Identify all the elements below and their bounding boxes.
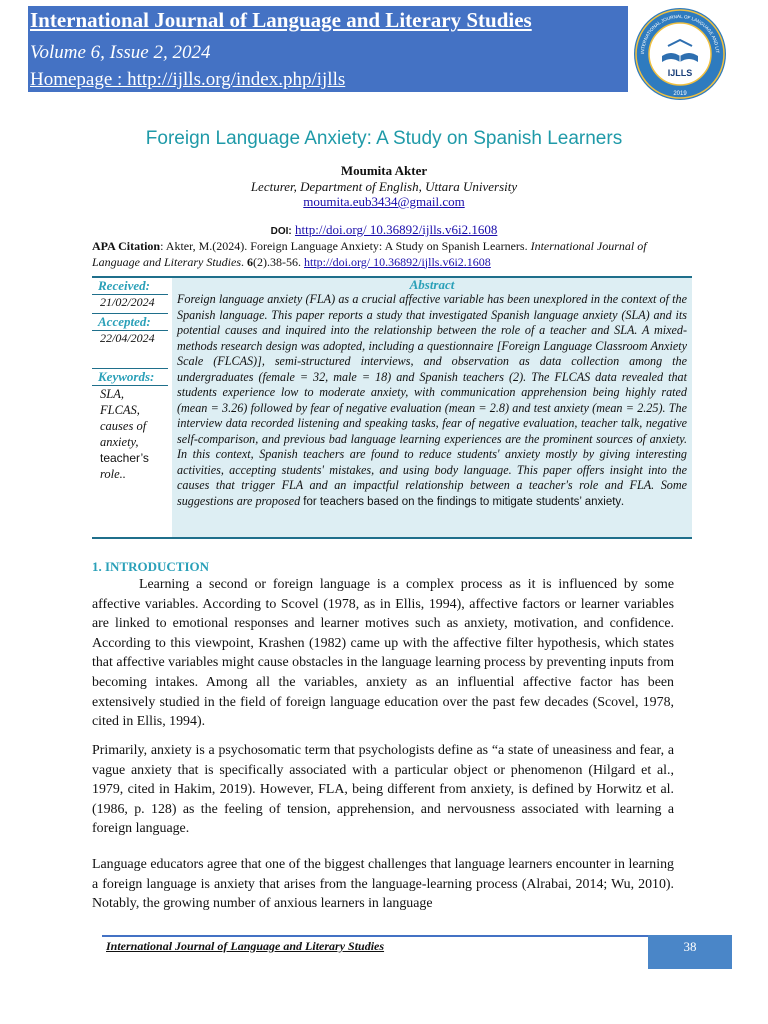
keywords-label: Keywords: <box>92 368 168 386</box>
author-email-link[interactable]: moumita.eub3434@gmail.com <box>303 194 465 209</box>
accepted-label: Accepted: <box>92 313 168 331</box>
keyword-item: role.. <box>100 467 126 481</box>
body-paragraph: Learning a second or foreign language is a complex process as it is influenced by some affective variables. According to Scovel (1978, as in Ellis, 1994), affective factors or learner variables are linked to emotional responses and learner motives such as anxiety, motivation, and confidence. According to this viewpoint, Krashen (1982) came up with the affective filter hypothesis, which states that affective variables might cause obstacles in the language learning process by preventing inputs from becoming intakes. Among all the variables, anxiety as an influential affective factor has been extensively studied in the field of foreign language education over the past few decades (Scovel, 1978, cited in Ellis, 1994). <box>92 577 674 730</box>
journal-header-banner <box>28 6 628 92</box>
abstract-box <box>172 278 692 537</box>
homepage-link[interactable]: Homepage : http://ijlls.org/index.php/ijlls <box>30 69 346 90</box>
received-label: Received: <box>92 278 168 295</box>
received-block <box>92 278 168 310</box>
keyword-item: FLCAS, <box>100 403 140 417</box>
author-affiliation: Lecturer, Department of English, Uttara University <box>250 179 518 194</box>
accepted-block <box>92 313 168 346</box>
doi-line <box>0 222 768 238</box>
abstract-end: . <box>621 493 625 508</box>
logo-year: 2019 <box>673 91 687 97</box>
apa-label: APA Citation <box>92 239 161 253</box>
accepted-date: 22/04/2024 <box>100 331 155 345</box>
page-number: 38 <box>648 935 732 969</box>
bottom-rule <box>92 537 692 539</box>
apa-volume: 6 <box>247 254 253 269</box>
body-paragraph: Language educators agree that one of the biggest challenges that language learners encounter in learning a foreign language is anxiety that arises from the language-learning process (Alrabai, 2014; Wu, 2010). Notably, the growing number of anxious learners in language <box>92 857 674 912</box>
logo-ring-text: INTERNATIONAL JOURNAL OF LANGUAGE AND LIT <box>639 13 721 55</box>
abstract-tail: for teachers based on the findings to mitigate students’ anxiety <box>303 495 622 508</box>
keywords-list <box>92 386 168 482</box>
apa-sep: . <box>241 254 247 269</box>
body-paragraph: Primarily, anxiety is a psychosomatic term that psychologists define as “a state of uneasiness and fear, a vague anxiety that is specifically associated with a particular object or phenomenon (Hilgard et al., 1979, cited in Hakim, 2019). However, FLA, being different from anxiety, is defined by Horwitz et al. (1986, p. 128) as the feeling of tension, apprehension, and nervousness associated with learning a foreign language. <box>92 743 674 837</box>
article-info-box <box>92 276 692 538</box>
abstract-body: Foreign language anxiety (FLA) as a crucial affective variable has been unexplored in the context of the Spanish language. This paper reports a study that investigated Spanish language anxiety (SLA) and its potential causes and inquired into the relationship between the role of a teacher and SLA. A mixed-methods research design was adopted, including a questionnaire [Foreign Language Classroom Anxiety Scale (FLCAS)], semi-structured interviews, and observation as data collection among the undergraduates (female = 32, male = 18) and Spanish teachers (2). The FLCAS data revealed that students experience low to moderate anxiety, with communication apprehension being highly rated (mean = 3.26) followed by fear of negative evaluation (mean = 2.8) and test anxiety (mean = 2.25). The interview data recorded listening and speaking tasks, fear of negative evaluation, teacher talk, negative self-comparison, and previous bad language learning experiences are the prominent sources of anxiety. In this context, Spanish teachers are found to reduce students' anxiety mostly by giving interesting activities, accepting students' mistakes, and using body language. This paper offers insight into the causes that trigger FLA and an impactful relationship between a teacher's role and FLA. Some suggestions are proposed <box>177 292 687 508</box>
abstract-heading: Abstract <box>409 277 455 292</box>
apa-journal: International Journal of Language and Literary Studies <box>92 239 647 269</box>
doi-label: DOI: <box>270 226 292 237</box>
keyword-item: causes of <box>100 419 147 433</box>
apa-doi-link[interactable]: http://doi.org/ 10.36892/ijlls.v6i2.1608 <box>304 254 491 269</box>
footer-journal-title: International Journal of Language and Literary Studies <box>106 939 385 953</box>
footer-rule <box>102 935 648 937</box>
apa-pages: (2).38-56. <box>253 254 304 269</box>
journal-title: International Journal of Language and Literary Studies <box>30 8 532 32</box>
logo-text: IJLLS <box>667 68 693 78</box>
apa-citation <box>92 239 682 270</box>
volume-issue: Volume 6, Issue 2, 2024 <box>30 42 211 63</box>
abstract-text <box>172 292 692 510</box>
apa-text: : Akter, M.(2024). Foreign Language Anxiety: A Study on Spanish Learners. <box>160 239 531 253</box>
keyword-item: anxiety, <box>100 435 139 449</box>
keyword-item: teacher’s <box>100 451 149 465</box>
keyword-item: SLA, <box>100 387 124 401</box>
received-date: 21/02/2024 <box>100 295 155 309</box>
keywords-block <box>92 368 168 482</box>
paper-title: Foreign Language Anxiety: A Study on Spanish Learners <box>145 128 623 149</box>
author-name: Moumita Akter <box>340 163 428 178</box>
journal-logo-icon <box>632 6 728 102</box>
doi-link[interactable]: http://doi.org/ 10.36892/ijlls.v6i2.1608 <box>295 222 498 237</box>
section-heading-introduction: 1. INTRODUCTION <box>92 559 210 574</box>
